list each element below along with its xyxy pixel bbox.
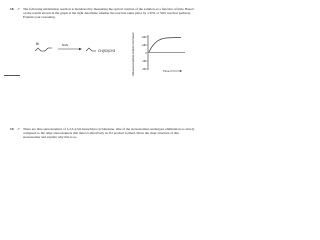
question-19-number: 19. xyxy=(10,127,15,131)
graph-tick-label: +180 xyxy=(141,44,147,47)
starting-material-leaving-group-label: Br xyxy=(36,42,40,46)
reaction-scheme xyxy=(0,0,200,172)
product-structure xyxy=(86,48,96,51)
question-19-marker-icon: ↗ xyxy=(17,127,20,131)
graph-tick-label: −360 xyxy=(141,68,147,71)
question-18-number: 18. xyxy=(10,7,15,11)
graph-time-arrow-icon xyxy=(170,70,182,72)
question-18-marker-icon: ↗ xyxy=(17,7,20,11)
reaction-arrow-icon xyxy=(58,48,82,50)
worksheet-page xyxy=(0,0,200,172)
graph-tick-label: −180 xyxy=(141,60,147,63)
question-19-text: There are nine stereoisomers of 1,2,3,4,5,6-hexachlorocyclohexane. One of the stereoisomers undergoes elimination so slowly compared to the other stereoisomers that there is effectively no E2 product formed. Draw the chair structure of this stereoisomer and explain why this is so. xyxy=(23,127,195,140)
graph-tick-label: +360 xyxy=(141,36,147,39)
starting-material-structure xyxy=(35,48,52,51)
product-substituent-label: CH(N3)CH3 xyxy=(98,49,116,53)
optical-rotation-graph xyxy=(131,32,185,75)
graph-tick-label: 0 xyxy=(145,52,147,55)
answer-line xyxy=(4,75,20,76)
graph-y-axis-label: Measured optical rotation of product xyxy=(132,32,135,76)
graph-rotation-curve xyxy=(149,38,181,53)
reagent-label: NaN xyxy=(62,43,69,47)
question-18-text: The following substitution reaction is monitored by measuring the optical rotation of the solution as a function of time. Based on the results shown in the graph at the right determine whether the reaction takes place by a SN1 or SN2 reaction pathway. Explain your reasoning. xyxy=(23,7,194,20)
graph-tick-labels xyxy=(141,37,148,71)
graph-x-axis-label: Time xyxy=(163,69,170,73)
